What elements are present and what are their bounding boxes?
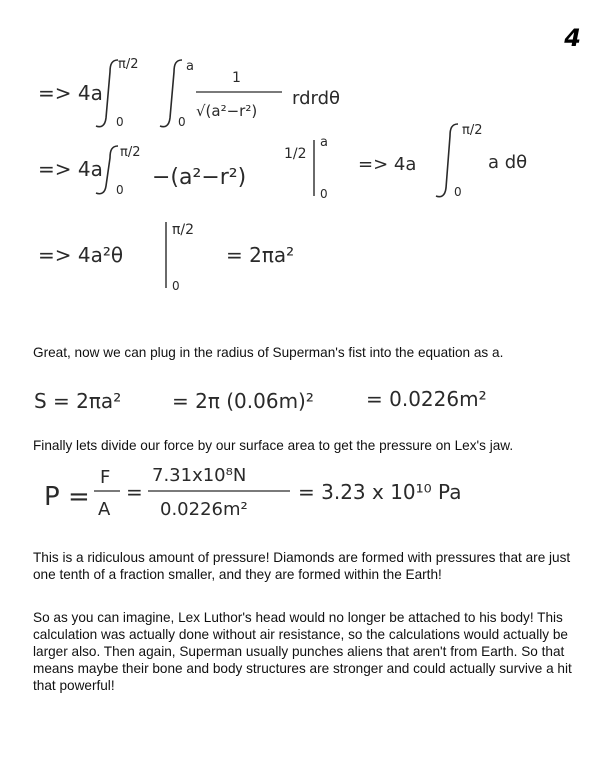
line2-eval-lower: 0 xyxy=(320,187,328,201)
frac1-numerator: F xyxy=(100,467,111,488)
surface-area-equation xyxy=(0,360,601,434)
handwritten-derivation xyxy=(0,0,601,304)
line2-lower2: 0 xyxy=(454,185,462,199)
line1-denominator: √(a²−r²) xyxy=(196,102,258,120)
derivation-svg xyxy=(0,0,601,300)
line1-differentials: rdrdθ xyxy=(292,88,341,109)
line2-prefix: => 4a xyxy=(38,157,103,181)
surface-rhs: = 0.0226m² xyxy=(366,387,487,411)
page-number: 4 xyxy=(564,24,581,52)
line3-eval-lower: 0 xyxy=(172,279,180,293)
line3-eval-upper: π/2 xyxy=(172,222,195,238)
pressure-lhs: P = xyxy=(44,482,90,512)
surface-lhs: S = 2πa² xyxy=(34,389,122,413)
pressure-eq-svg xyxy=(0,455,601,535)
frac2-numerator: 7.31x10⁸N xyxy=(152,465,247,486)
frac2-denominator: 0.0226m² xyxy=(160,499,248,520)
line2-exponent: 1/2 xyxy=(284,146,307,162)
line2-integrand: −(a²−r²) xyxy=(152,165,247,190)
line1-prefix: => 4a xyxy=(38,81,103,105)
plug-in-paragraph: Great, now we can plug in the radius of Superman's fist into the equation as a. xyxy=(33,345,504,360)
surface-mid: = 2π (0.06m)² xyxy=(172,389,314,413)
line2-upper2: π/2 xyxy=(462,123,483,138)
divide-paragraph: Finally lets divide our force by our surface area to get the pressure on Lex's jaw. xyxy=(33,438,514,453)
line1-outer-upper: π/2 xyxy=(118,57,139,72)
line2-equals: => 4a xyxy=(358,154,417,175)
frac1-denominator: A xyxy=(98,499,111,520)
ridiculous-paragraph: This is a ridiculous amount of pressure! Diamonds are formed with pressures that are just one tenth of a fraction smaller, and they are formed within the Earth! xyxy=(33,550,571,582)
pressure-result: = 3.23 x 10¹⁰ Pa xyxy=(298,480,462,504)
line2-integrand2: a dθ xyxy=(488,152,528,173)
line2-lower: 0 xyxy=(116,183,124,197)
imagine-paragraph: So as you can imagine, Lex Luthor's head would no longer be attached to his body! This calculation was actually done without air resistance, so the calculations would actually be larger also. Then again, Superman usually punches aliens that aren't from Earth. So that means maybe their bone and body structures are stronger and could actually survive a hit that powerful! xyxy=(33,610,572,693)
line3-result: = 2πa² xyxy=(226,243,295,267)
line3-prefix: => 4a²θ xyxy=(38,243,124,267)
pressure-equals: = xyxy=(126,480,143,504)
line1-outer-lower: 0 xyxy=(116,115,124,129)
line2-eval-upper: a xyxy=(320,135,328,150)
line2-upper: π/2 xyxy=(120,145,141,160)
line1-inner-upper: a xyxy=(186,59,194,74)
line1-inner-lower: 0 xyxy=(178,115,186,129)
pressure-equation xyxy=(0,455,601,539)
line1-numerator: 1 xyxy=(232,70,241,86)
surface-eq-svg xyxy=(0,360,601,430)
